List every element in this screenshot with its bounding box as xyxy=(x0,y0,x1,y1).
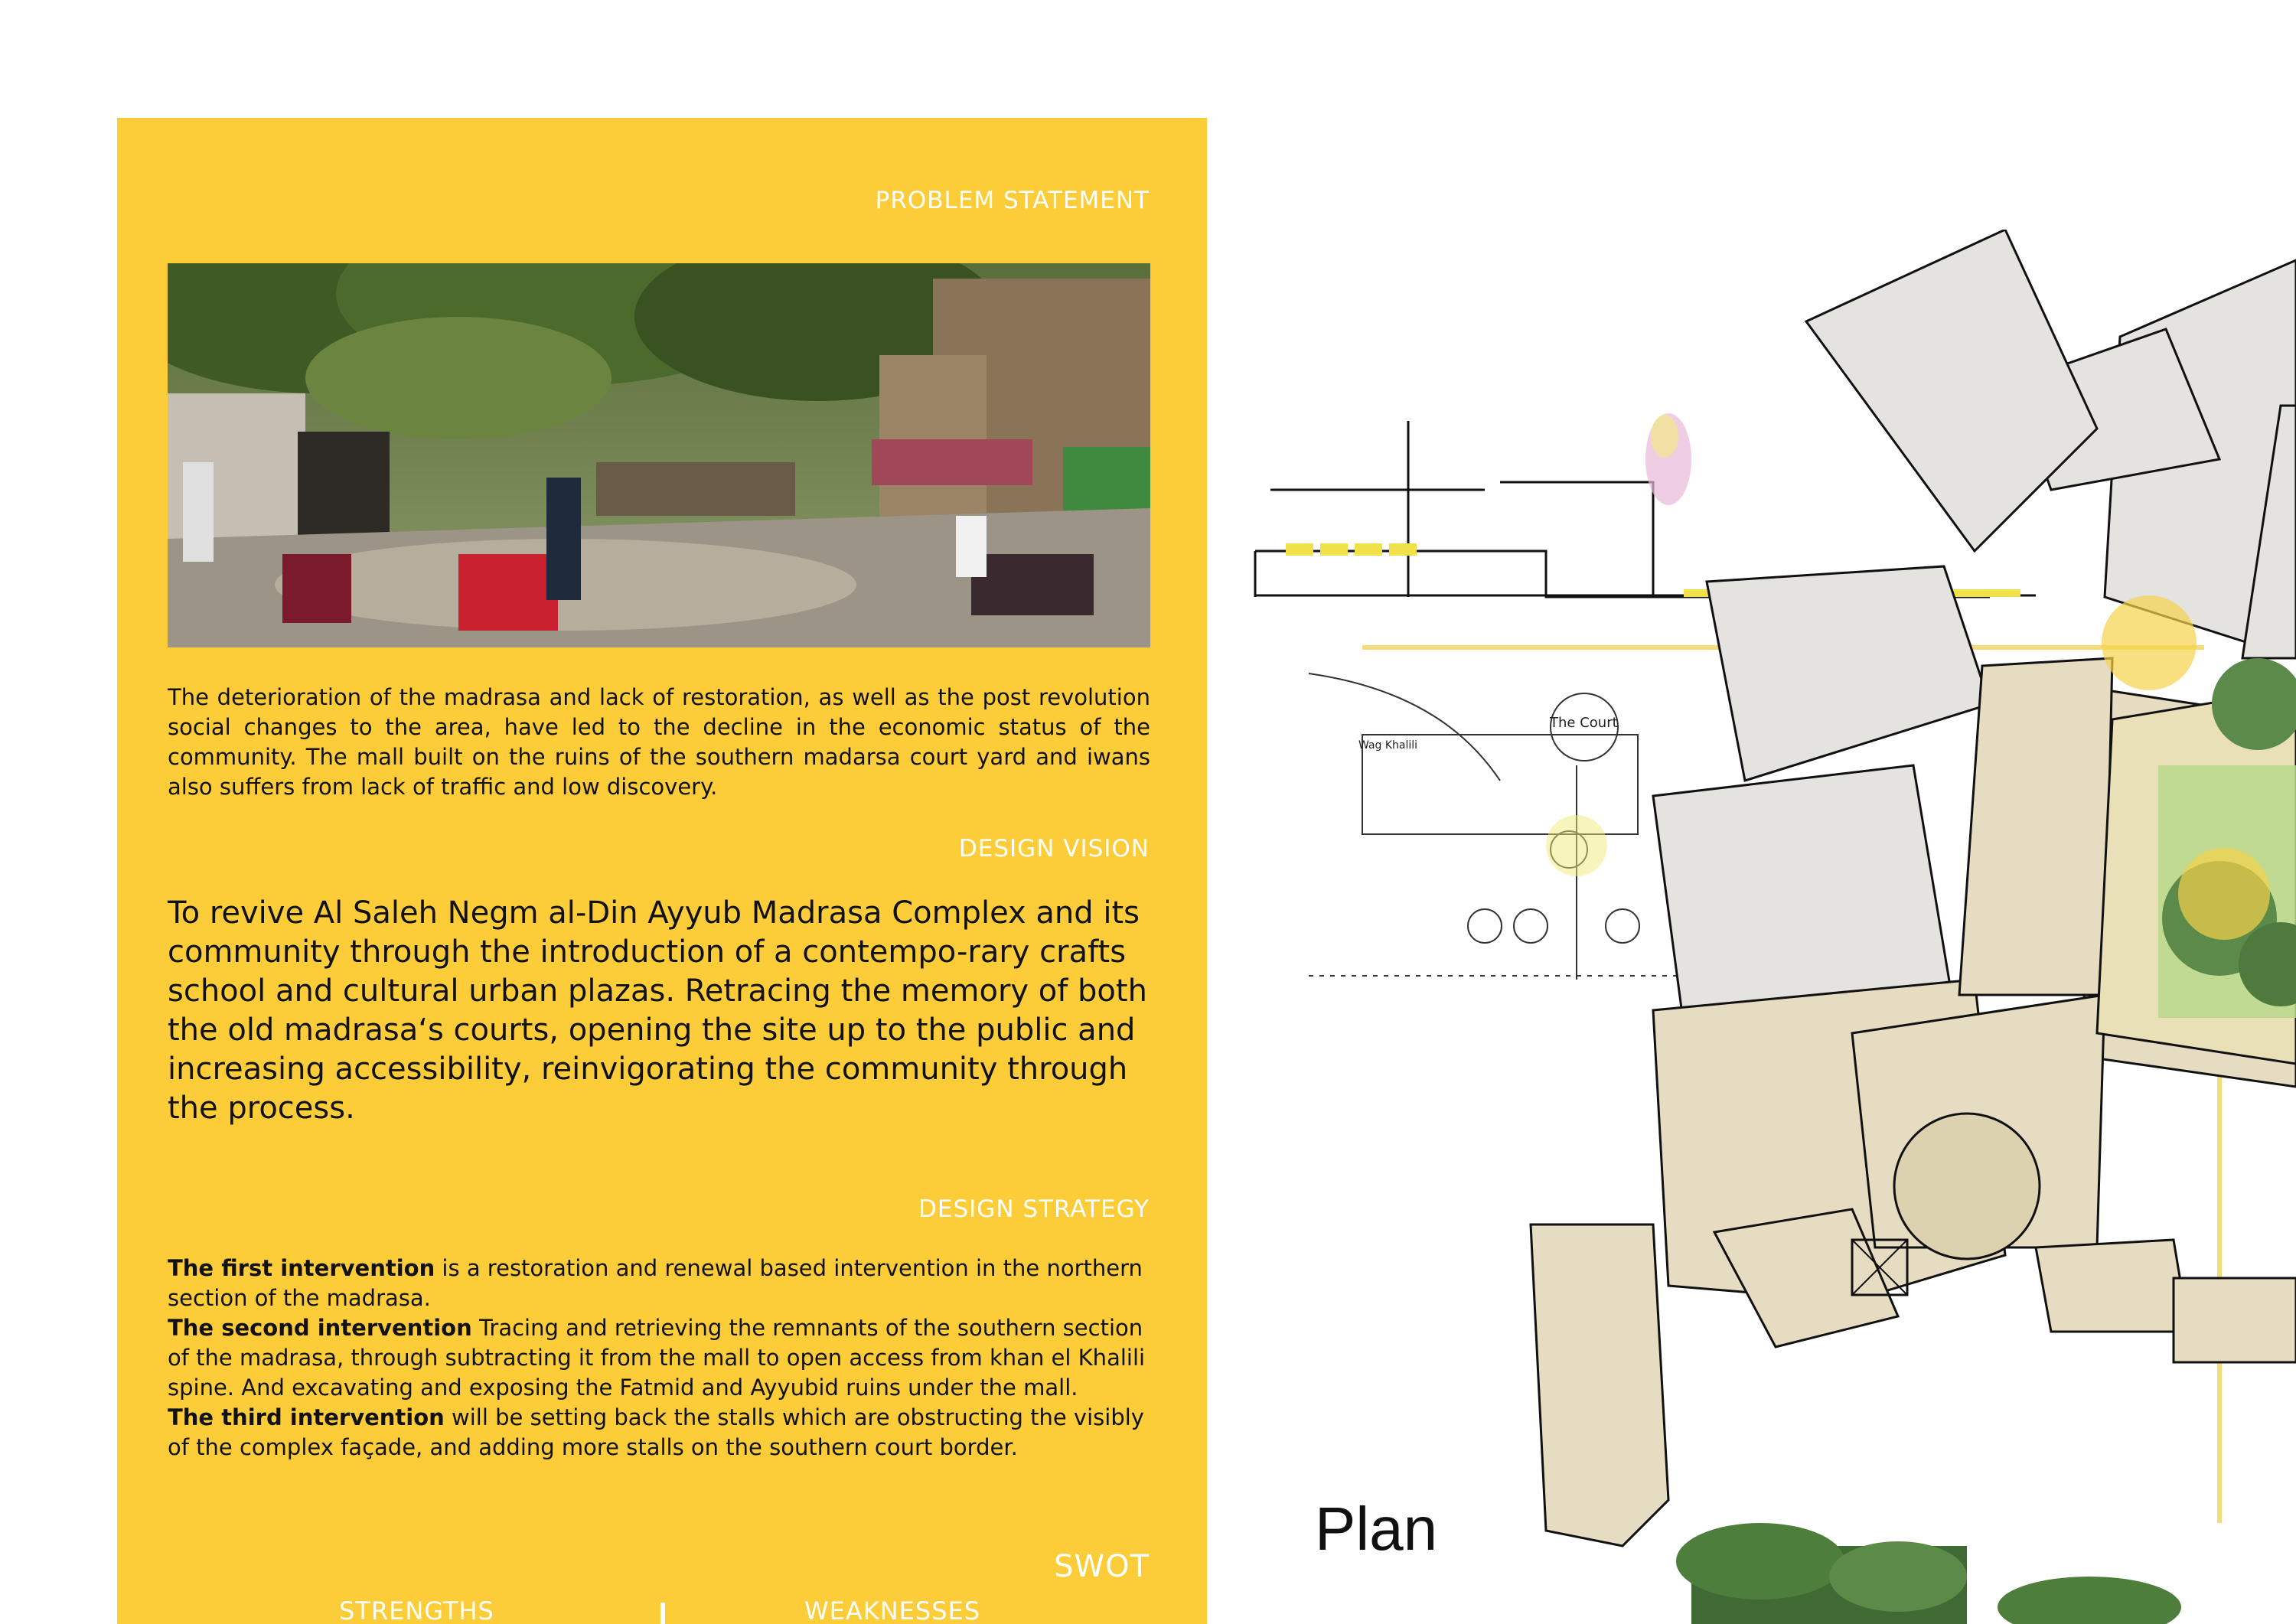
swot-heading: SWOT xyxy=(1054,1549,1150,1584)
design-strategy-text xyxy=(168,1254,1150,1463)
strategy-item-lead: The second intervention xyxy=(168,1315,472,1341)
sketch-tree xyxy=(1645,413,1691,505)
problem-statement-text: The deterioration of the madrasa and lack of restoration, as well as the post revolution social changes to the area, have led to the decline in the economic status of the community. The mall built on the ruins of the southern madarsa court yard and iwans also suffers from lack of traffic and low discovery. xyxy=(168,684,1150,800)
courtyard-photo-image xyxy=(168,263,1150,647)
strategy-item xyxy=(168,1403,1150,1463)
strategy-item xyxy=(168,1313,1150,1403)
plan-drawing xyxy=(1225,230,2296,1624)
strategy-item-lead: The third intervention xyxy=(168,1404,445,1430)
problem-statement-heading: PROBLEM STATEMENT xyxy=(875,187,1150,214)
site-photo xyxy=(168,263,1150,647)
strategy-item-lead: The first intervention xyxy=(168,1255,435,1281)
tab-strengths[interactable]: STRENGTHS xyxy=(339,1596,494,1624)
plan-marker xyxy=(2178,848,2270,940)
bottom-trees xyxy=(1676,1523,2181,1624)
tab-weaknesses[interactable]: WEAKNESSES xyxy=(804,1596,981,1624)
swot-divider xyxy=(660,1603,665,1624)
design-vision-heading: DESIGN VISION xyxy=(958,835,1150,863)
swot-tabs xyxy=(117,1596,1207,1624)
strategy-item-text: is a restoration and renewal based intervention in the northern section of the madrasa. xyxy=(168,1255,1143,1311)
strategy-item xyxy=(168,1254,1150,1313)
sketch-label-khalili: Wag Khalili xyxy=(1358,739,1418,752)
plan-marker xyxy=(2102,595,2197,690)
strategy-item-text: Tracing and retrieving the remnants of the southern section of the madrasa, through subtracting it from the mall to open access from khan el Khalili spine. And excavating and exposing the Fatmid and Ayyubid ruins under the mall. xyxy=(168,1315,1146,1401)
strategy-item-text: will be setting back the stalls which are obstructing the visibly of the complex façade, and adding more stalls on the southern court border. xyxy=(168,1404,1144,1460)
design-vision-text: To revive Al Saleh Negm al-Din Ayyub Madrasa Complex and its community through the introduction of a contempo-rary crafts school and cultural urban plazas. Retracing the memory of both the old madrasa‘s courts, opening the site up to the public and increasing accessibility, reinvigorating the community through the process. xyxy=(168,895,1147,1126)
info-panel xyxy=(117,118,1207,1624)
concept-highlight xyxy=(1546,815,1607,876)
plan-title: Plan xyxy=(1315,1495,1438,1563)
sketch-label-court: The Court xyxy=(1550,715,1618,731)
plan-dome xyxy=(1894,1114,2040,1259)
design-strategy-heading: DESIGN STRATEGY xyxy=(918,1195,1150,1223)
